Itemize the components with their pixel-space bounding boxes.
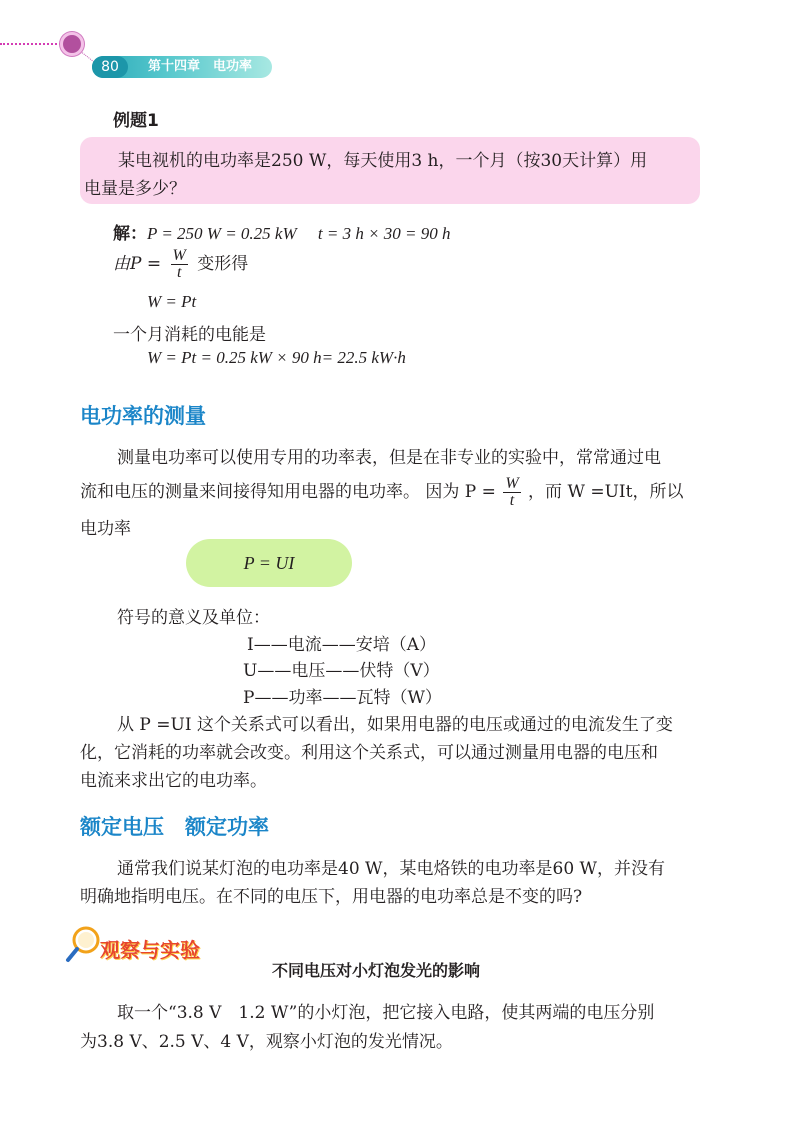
solution-fraction: [171, 248, 188, 281]
fraction-numerator: W: [172, 247, 186, 264]
header-dotted-line: [0, 43, 64, 45]
solution-label: 解：: [113, 224, 147, 244]
solution-by-formula: 由P =: [113, 254, 162, 274]
symbol-voltage: U——电压——伏特（V）: [243, 661, 440, 681]
observe-experiment-title: 观察与实验: [100, 938, 200, 962]
rated-p-line2: 明确地指明电压。在不同的电压下，用电器的电功率总是不变的吗?: [80, 887, 583, 907]
symbol-current: I——电流——安培（A）: [247, 635, 436, 655]
solution-line1: [113, 219, 451, 244]
measure-fraction: [503, 476, 520, 509]
measure-fraction-denominator: t: [509, 492, 515, 509]
solution-result: W = Pt = 0.25 kW × 90 h= 22.5 kW·h: [147, 348, 406, 367]
page-number: 80: [92, 56, 128, 78]
rated-p-line1: 通常我们说某灯泡的电功率是40 W，某电烙铁的电功率是60 W，并没有: [117, 859, 666, 879]
experiment-title: 不同电压对小灯泡发光的影响: [272, 961, 481, 980]
symbols-intro: 符号的意义及单位：: [117, 608, 270, 628]
measure-fraction-numerator: W: [505, 475, 519, 492]
solution-values: P = 250 W = 0.25 kW t = 3 h × 30 = 90 h: [147, 224, 451, 243]
example-problem-line2: 电量是多少？: [84, 179, 186, 199]
measure-p2-line3: 电流来求出它的电功率。: [80, 771, 267, 791]
fraction-denominator: t: [176, 264, 182, 281]
section-heading-measurement: 电功率的测量: [80, 404, 206, 428]
observe-p-line2: 为3.8 V、2.5 V、4 V，观察小灯泡的发光情况。: [80, 1032, 453, 1052]
measure-p2-line2: 化，它消耗的功率就会改变。利用这个关系式，可以通过测量用电器的电压和: [80, 743, 658, 763]
formula-box: P = UI: [186, 539, 352, 587]
measure-p2-line1: 从 P =UI 这个关系式可以看出，如果用电器的电压或通过的电流发生了变: [117, 715, 673, 735]
chapter-title: 第十四章 电功率: [148, 59, 253, 74]
measure-p1-line3: 电功率: [80, 519, 131, 539]
measure-p1-line2b: ，而 W =UIt，所以: [528, 482, 684, 502]
solution-month-text: 一个月消耗的电能是: [113, 325, 266, 345]
solution-line2: [113, 248, 248, 281]
symbol-power: P——功率——瓦特（W）: [243, 688, 442, 708]
observe-p-line1: 取一个“3.8 V 1.2 W”的小灯泡，把它接入电路，使其两端的电压分别: [117, 1003, 655, 1023]
solution-transform-text: 变形得: [197, 254, 249, 274]
example-problem-line1: 某电视机的电功率是250 W，每天使用3 h，一个月（按30天计算）用: [118, 151, 648, 171]
solution-w-pt: W = Pt: [147, 292, 197, 311]
measure-p1-line1: 测量电功率可以使用专用的功率表，但是在非专业的实验中，常常通过电: [117, 448, 661, 468]
example-title: 例题1: [113, 111, 159, 131]
header-circle-ornament: [60, 32, 84, 56]
measure-p1-line2a: 流和电压的测量来间接得知用电器的电功率。 因为 P =: [80, 482, 496, 502]
section-heading-rated: 额定电压 额定功率: [80, 815, 269, 839]
measure-p1-line2: [80, 476, 683, 509]
